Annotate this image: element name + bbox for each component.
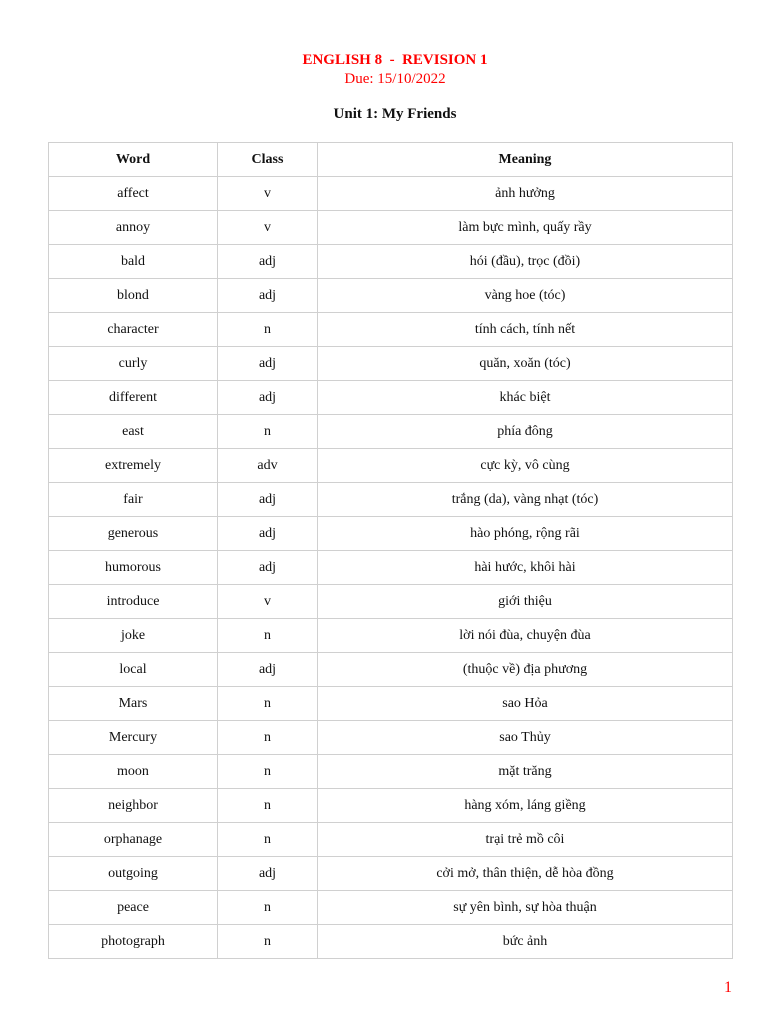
cell-class: n xyxy=(218,721,318,755)
cell-word: introduce xyxy=(49,585,218,619)
table-row xyxy=(49,483,733,517)
cell-class: n xyxy=(218,619,318,653)
table-row xyxy=(49,585,733,619)
cell-word: local xyxy=(49,653,218,687)
table-row xyxy=(49,211,733,245)
cell-word: affect xyxy=(49,177,218,211)
cell-meaning: giới thiệu xyxy=(318,585,733,619)
cell-word: peace xyxy=(49,891,218,925)
cell-meaning: cởi mở, thân thiện, dễ hòa đồng xyxy=(318,857,733,891)
cell-meaning: ảnh hưởng xyxy=(318,177,733,211)
cell-word: photograph xyxy=(49,925,218,959)
cell-meaning: sao Hỏa xyxy=(318,687,733,721)
cell-class: n xyxy=(218,789,318,823)
cell-word: moon xyxy=(49,755,218,789)
table-row xyxy=(49,313,733,347)
cell-class: n xyxy=(218,925,318,959)
table-row xyxy=(49,891,733,925)
cell-class: adj xyxy=(218,381,318,415)
cell-word: outgoing xyxy=(49,857,218,891)
cell-class: n xyxy=(218,755,318,789)
cell-word: fair xyxy=(49,483,218,517)
cell-word: annoy xyxy=(49,211,218,245)
table-row xyxy=(49,721,733,755)
cell-class: adj xyxy=(218,653,318,687)
cell-word: character xyxy=(49,313,218,347)
table-row xyxy=(49,177,733,211)
cell-meaning: khác biệt xyxy=(318,381,733,415)
cell-class: n xyxy=(218,823,318,857)
cell-meaning: sự yên bình, sự hòa thuận xyxy=(318,891,733,925)
table-row xyxy=(49,687,733,721)
table-row xyxy=(49,245,733,279)
cell-meaning: hài hước, khôi hài xyxy=(318,551,733,585)
cell-class: adv xyxy=(218,449,318,483)
cell-class: v xyxy=(218,585,318,619)
cell-word: joke xyxy=(49,619,218,653)
cell-meaning: hói (đầu), trọc (đồi) xyxy=(318,245,733,279)
cell-word: different xyxy=(49,381,218,415)
cell-class: adj xyxy=(218,517,318,551)
unit-title: Unit 1: My Friends xyxy=(333,106,457,122)
column-header-word: Word xyxy=(49,143,218,177)
table-row xyxy=(49,279,733,313)
document-title: ENGLISH 8 - REVISION 1 xyxy=(302,52,488,68)
cell-meaning: hào phóng, rộng rãi xyxy=(318,517,733,551)
table-row xyxy=(49,449,733,483)
cell-meaning: trắng (da), vàng nhạt (tóc) xyxy=(318,483,733,517)
table-row xyxy=(49,755,733,789)
cell-word: humorous xyxy=(49,551,218,585)
cell-meaning: cực kỳ, vô cùng xyxy=(318,449,733,483)
table-header-row xyxy=(49,143,733,177)
cell-class: v xyxy=(218,177,318,211)
table-row xyxy=(49,653,733,687)
cell-meaning: quăn, xoăn (tóc) xyxy=(318,347,733,381)
cell-class: adj xyxy=(218,245,318,279)
cell-meaning: bức ảnh xyxy=(318,925,733,959)
table-row xyxy=(49,517,733,551)
cell-word: Mars xyxy=(49,687,218,721)
cell-class: n xyxy=(218,415,318,449)
cell-word: blond xyxy=(49,279,218,313)
cell-class: n xyxy=(218,313,318,347)
table-body xyxy=(49,177,733,959)
cell-meaning: (thuộc về) địa phương xyxy=(318,653,733,687)
cell-class: v xyxy=(218,211,318,245)
cell-class: adj xyxy=(218,857,318,891)
cell-meaning: vàng hoe (tóc) xyxy=(318,279,733,313)
table-row xyxy=(49,925,733,959)
cell-meaning: sao Thủy xyxy=(318,721,733,755)
table-row xyxy=(49,415,733,449)
cell-word: neighbor xyxy=(49,789,218,823)
table-row xyxy=(49,857,733,891)
vocabulary-table xyxy=(48,142,733,959)
cell-class: adj xyxy=(218,347,318,381)
cell-word: generous xyxy=(49,517,218,551)
cell-word: curly xyxy=(49,347,218,381)
table-row xyxy=(49,823,733,857)
table-row xyxy=(49,381,733,415)
cell-word: orphanage xyxy=(49,823,218,857)
cell-word: east xyxy=(49,415,218,449)
cell-meaning: hàng xóm, láng giềng xyxy=(318,789,733,823)
due-date: Due: 15/10/2022 xyxy=(344,71,446,87)
page-number: 1 xyxy=(724,979,732,996)
cell-meaning: tính cách, tính nết xyxy=(318,313,733,347)
cell-class: adj xyxy=(218,279,318,313)
table-row xyxy=(49,789,733,823)
column-header-class: Class xyxy=(218,143,318,177)
table-row xyxy=(49,619,733,653)
table-row xyxy=(49,551,733,585)
cell-class: n xyxy=(218,891,318,925)
column-header-meaning: Meaning xyxy=(318,143,733,177)
cell-word: extremely xyxy=(49,449,218,483)
table-row xyxy=(49,347,733,381)
cell-meaning: mặt trăng xyxy=(318,755,733,789)
cell-meaning: làm bực mình, quấy rầy xyxy=(318,211,733,245)
cell-class: adj xyxy=(218,551,318,585)
cell-meaning: phía đông xyxy=(318,415,733,449)
cell-class: n xyxy=(218,687,318,721)
cell-meaning: lời nói đùa, chuyện đùa xyxy=(318,619,733,653)
cell-word: bald xyxy=(49,245,218,279)
cell-class: adj xyxy=(218,483,318,517)
cell-meaning: trại trẻ mồ côi xyxy=(318,823,733,857)
cell-word: Mercury xyxy=(49,721,218,755)
